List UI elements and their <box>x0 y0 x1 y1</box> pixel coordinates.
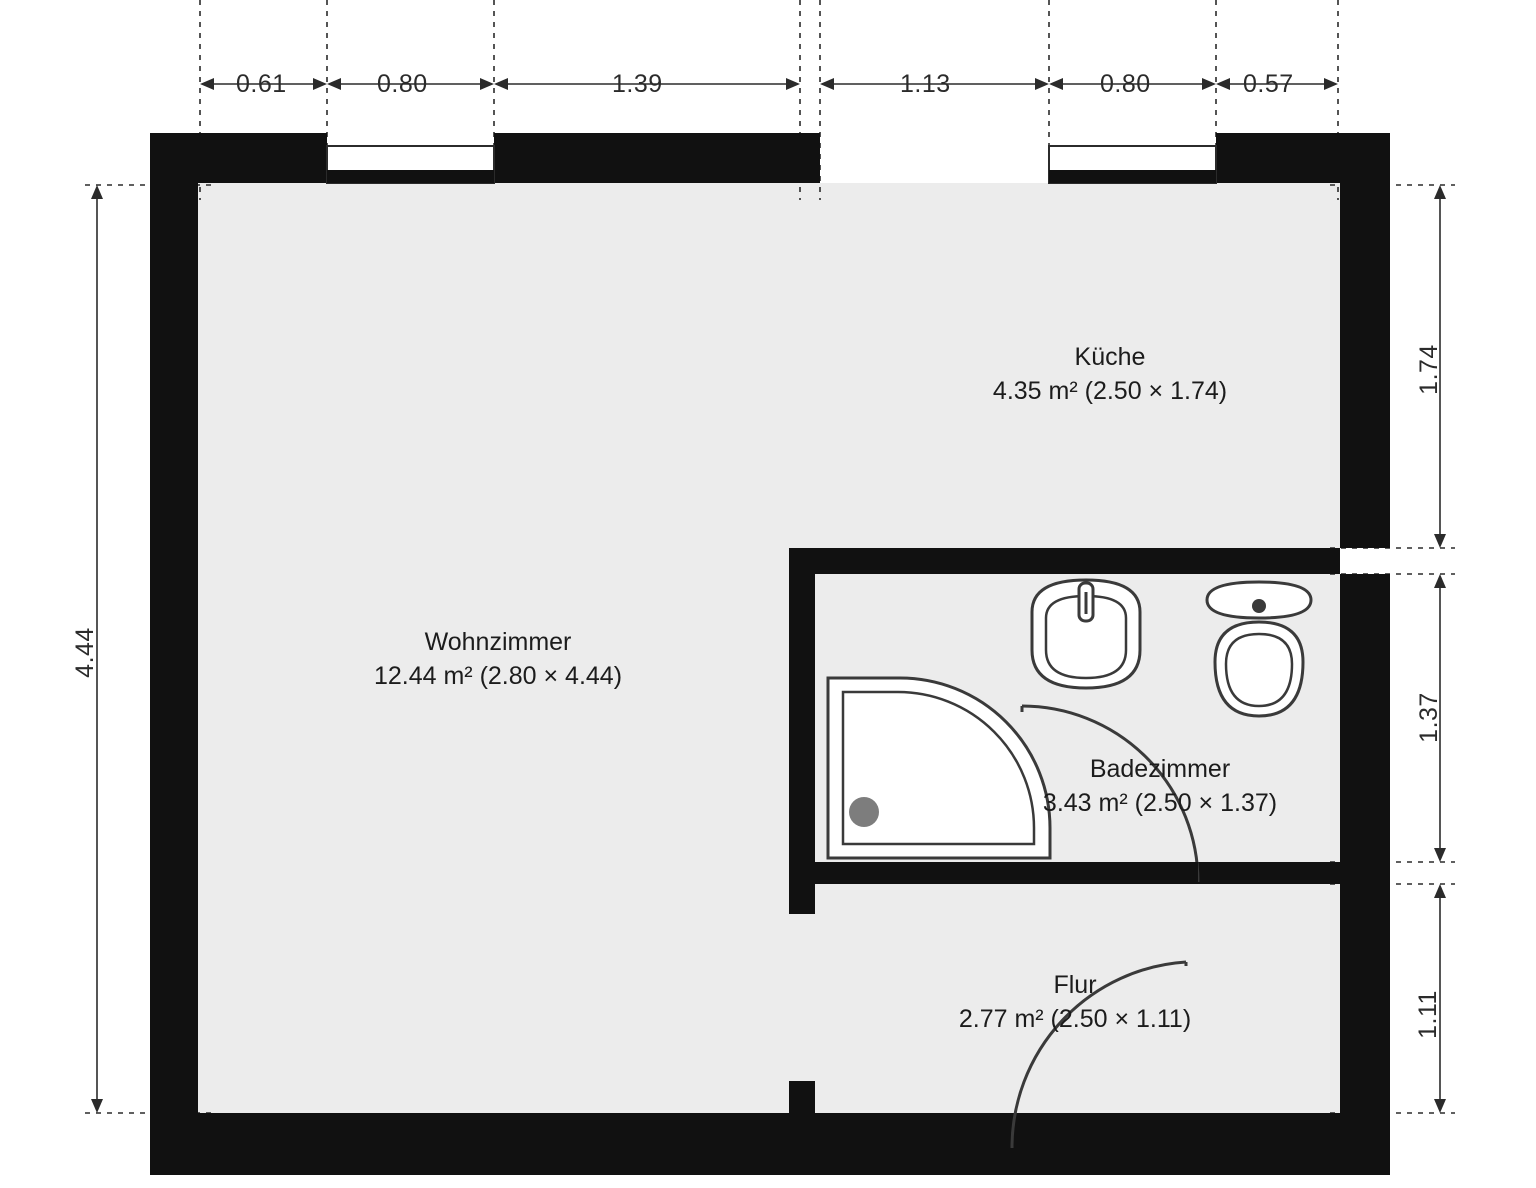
room-name-kueche: Küche <box>1074 343 1146 371</box>
room-name-wohnzimmer: Wohnzimmer <box>424 628 572 656</box>
room-area-badezimmer: 3.43 m² (2.50 × 1.37) <box>1042 789 1278 817</box>
window-living-room <box>327 146 494 183</box>
room-label-flur <box>845 968 1305 1036</box>
toilet-with-cistern <box>1207 582 1311 716</box>
room-area-kueche: 4.35 m² (2.50 × 1.74) <box>992 377 1228 405</box>
dimension-label-top-1: 0.61 <box>236 70 287 98</box>
dimension-label-top-4: 1.13 <box>900 70 951 98</box>
dimension-label-left-1: 4.44 <box>70 627 99 678</box>
dimension-label-top-2: 0.80 <box>377 70 428 98</box>
window-kitchen <box>1049 146 1216 183</box>
room-name-flur: Flur <box>1053 971 1097 999</box>
room-label-kueche <box>880 340 1340 408</box>
dimension-label-right-2: 1.37 <box>1414 692 1443 743</box>
washbasin-with-faucet <box>1032 580 1140 688</box>
room-name-badezimmer: Badezimmer <box>1089 755 1231 783</box>
dimension-label-top-3: 1.39 <box>612 70 663 98</box>
room-label-wohnzimmer <box>268 625 728 693</box>
room-area-flur: 2.77 m² (2.50 × 1.11) <box>958 1005 1192 1033</box>
dimension-label-top-5: 0.80 <box>1100 70 1151 98</box>
room-area-wohnzimmer: 12.44 m² (2.80 × 4.44) <box>373 662 623 690</box>
dimension-label-top-6: 0.57 <box>1243 70 1294 98</box>
dimension-label-right-1: 1.74 <box>1414 344 1443 395</box>
room-label-badezimmer <box>930 752 1390 820</box>
dimension-label-right-3: 1.11 <box>1413 990 1442 1039</box>
